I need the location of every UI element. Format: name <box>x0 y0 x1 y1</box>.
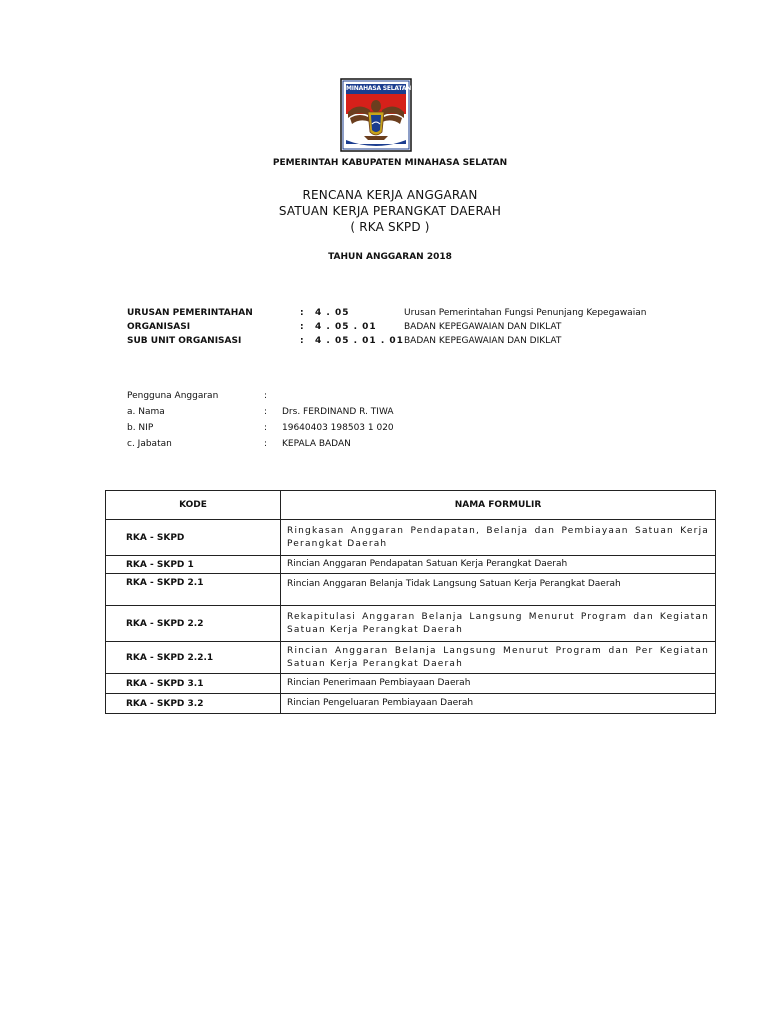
nip-colon: : <box>264 423 268 433</box>
table-row <box>106 606 716 642</box>
document-title-line3: ( RKA SKPD ) <box>350 220 430 234</box>
logo-banner-text: MINAHASA SELATAN <box>346 85 412 92</box>
nama-formulir-cell: Rekapitulasi Anggaran Belanja Langsung Menurut Program dan Kegiatan Satuan Kerja Perangkat Daerah <box>281 606 716 642</box>
jabatan-label: c. Jabatan <box>127 439 172 449</box>
sub-unit-colon: : <box>300 336 304 346</box>
urusan-label: URUSAN PEMERINTAHAN <box>127 308 253 318</box>
nama-value: Drs. FERDINAND R. TIWA <box>282 407 394 417</box>
table-header-row <box>106 491 716 520</box>
regency-logo <box>340 78 412 152</box>
budget-year: TAHUN ANGGARAN 2018 <box>328 252 452 262</box>
organisasi-label: ORGANISASI <box>127 322 191 332</box>
jabatan-colon: : <box>264 439 268 449</box>
pengguna-anggaran-colon: : <box>264 391 268 401</box>
organisasi-colon: : <box>300 322 304 332</box>
table-row <box>106 556 716 574</box>
sub-unit-code: 4 . 05 . 01 . 01 <box>315 336 404 346</box>
table-row <box>106 520 716 556</box>
nip-label: b. NIP <box>127 423 154 433</box>
header-kode: KODE <box>106 491 281 520</box>
kode-cell: RKA - SKPD <box>106 520 281 556</box>
table-row <box>106 694 716 714</box>
nama-label: a. Nama <box>127 407 165 417</box>
pengguna-anggaran-label: Pengguna Anggaran <box>127 391 219 401</box>
nip-value: 19640403 198503 1 020 <box>282 423 394 433</box>
nama-formulir-cell: Rincian Anggaran Pendapatan Satuan Kerja Perangkat Daerah <box>281 556 716 574</box>
nama-formulir-cell: Rincian Penerimaan Pembiayaan Daerah <box>281 674 716 694</box>
government-name: PEMERINTAH KABUPATEN MINAHASA SELATAN <box>272 158 508 168</box>
kode-cell: RKA - SKPD 2.2 <box>106 606 281 642</box>
header-nama-formulir: NAMA FORMULIR <box>281 491 716 520</box>
form-list-table <box>105 490 716 714</box>
organisasi-description: BADAN KEPEGAWAIAN DAN DIKLAT <box>404 322 562 332</box>
jabatan-value: KEPALA BADAN <box>282 439 351 449</box>
kode-cell: RKA - SKPD 3.2 <box>106 694 281 714</box>
urusan-colon: : <box>300 308 304 318</box>
organisasi-code: 4 . 05 . 01 <box>315 322 377 332</box>
nama-formulir-cell: Rincian Anggaran Belanja Tidak Langsung Satuan Kerja Perangkat Daerah <box>281 574 716 606</box>
kode-cell: RKA - SKPD 2.2.1 <box>106 642 281 674</box>
nama-colon: : <box>264 407 268 417</box>
sub-unit-description: BADAN KEPEGAWAIAN DAN DIKLAT <box>404 336 562 346</box>
kode-cell: RKA - SKPD 2.1 <box>106 574 281 606</box>
table-row <box>106 574 716 606</box>
table-row <box>106 642 716 674</box>
kode-cell: RKA - SKPD 3.1 <box>106 674 281 694</box>
document-title-line2: SATUAN KERJA PERANGKAT DAERAH <box>278 204 502 218</box>
table-row <box>106 674 716 694</box>
sub-unit-label: SUB UNIT ORGANISASI <box>127 336 242 346</box>
document-title-line1: RENCANA KERJA ANGGARAN <box>302 188 478 202</box>
urusan-description: Urusan Pemerintahan Fungsi Penunjang Kepegawaian <box>404 308 647 318</box>
urusan-code: 4 . 05 <box>315 308 350 318</box>
nama-formulir-cell: Rincian Pengeluaran Pembiayaan Daerah <box>281 694 716 714</box>
nama-formulir-cell: Rincian Anggaran Belanja Langsung Menurut Program dan Per Kegiatan Satuan Kerja Perangkat Daerah <box>281 642 716 674</box>
nama-formulir-cell: Ringkasan Anggaran Pendapatan, Belanja dan Pembiayaan Satuan Kerja Perangkat Daerah <box>281 520 716 556</box>
kode-cell: RKA - SKPD 1 <box>106 556 281 574</box>
